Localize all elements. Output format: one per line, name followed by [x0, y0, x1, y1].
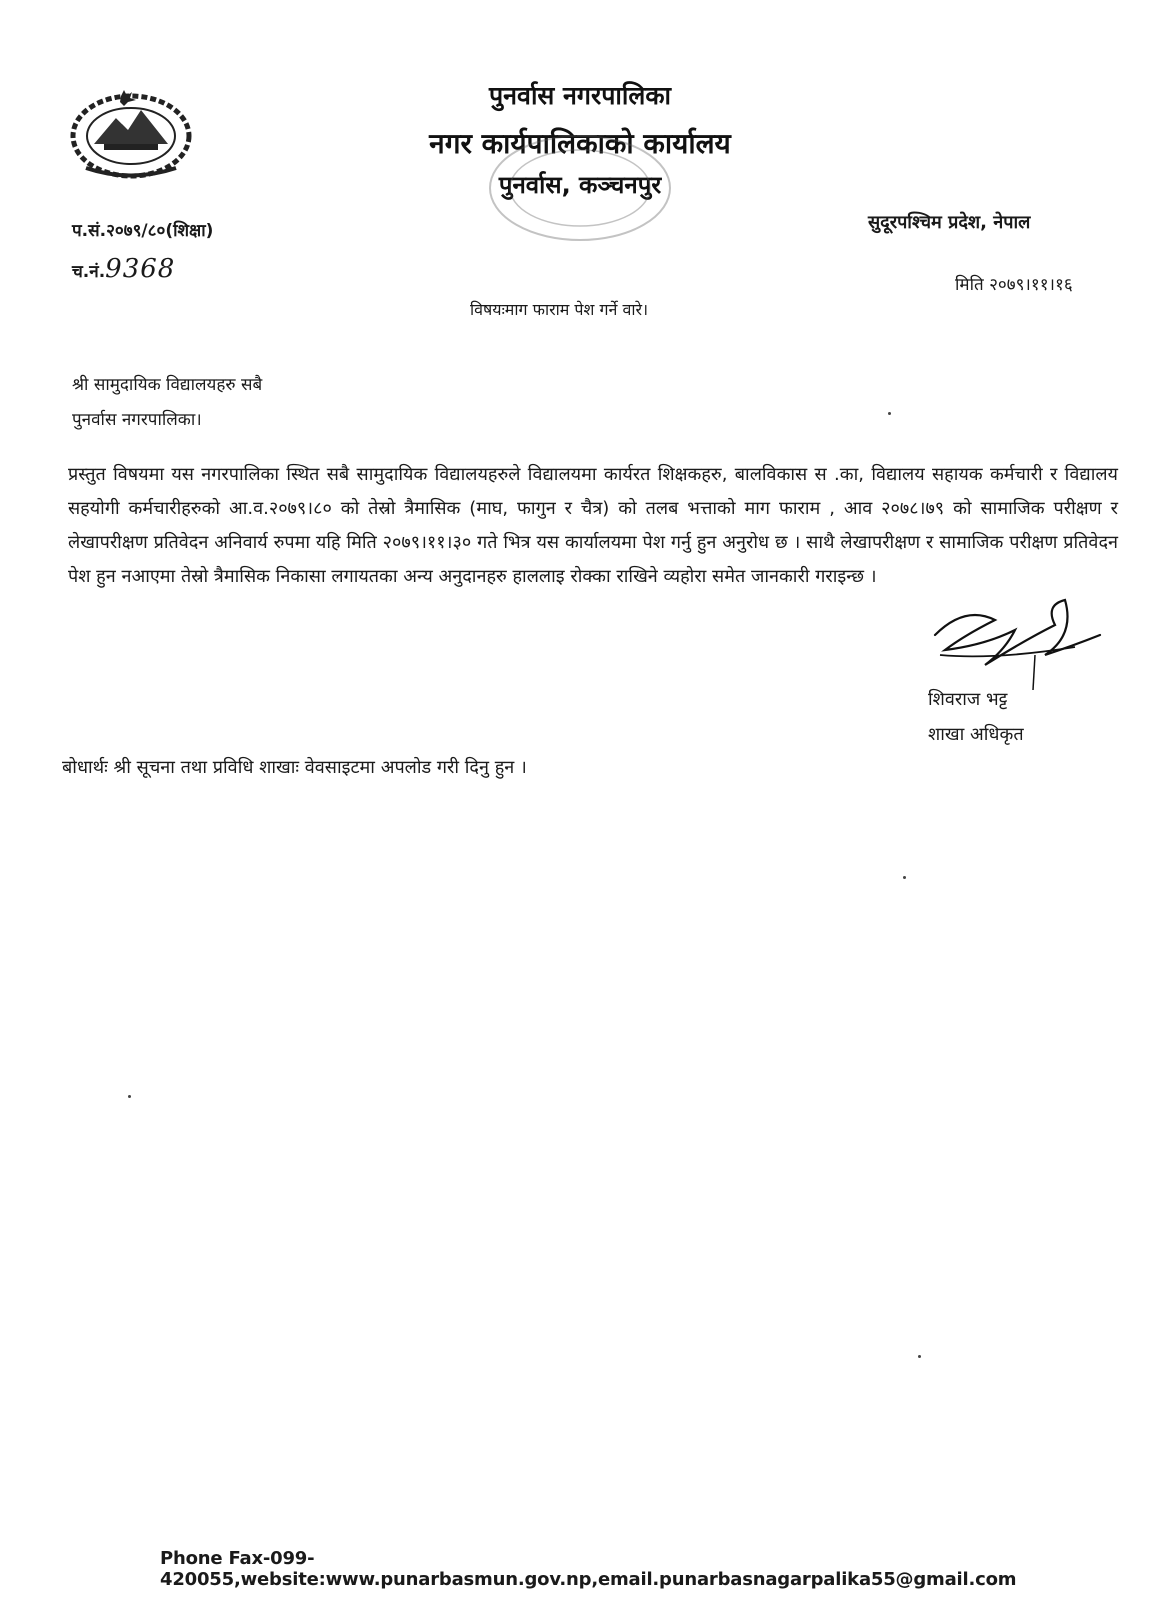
- dispatch-label: च.नं.: [72, 262, 106, 282]
- office-location: पुनर्वास, कञ्चनपुर: [498, 171, 662, 199]
- letter-date: मिति २०७९।११।१६: [955, 275, 1073, 295]
- office-stamp: [480, 128, 680, 248]
- scan-speck: [128, 1095, 131, 1098]
- signer-name: शिवराज भट्ट: [928, 689, 1008, 710]
- scan-speck: [918, 1355, 921, 1358]
- office-name: नगर कार्यपालिकाको कार्यालय: [429, 127, 731, 160]
- signature-image: [925, 595, 1105, 695]
- scan-speck: [888, 412, 891, 415]
- dispatch-number: 9368: [105, 254, 176, 284]
- reference-number: प.सं.२०७९/८०(शिक्षा): [72, 221, 214, 241]
- copy-to-note: बोधार्थः श्री सूचना तथा प्रविधि शाखाः वेवसाइटमा अपलोड गरी दिनु हुन ।: [62, 757, 527, 778]
- signer-title: शाखा अधिकृत: [928, 724, 1024, 745]
- addressee-line-1: श्री सामुदायिक विद्यालयहरु सबै: [72, 375, 263, 395]
- province-name: सुदूरपश्चिम प्रदेश, नेपाल: [868, 212, 1031, 233]
- letter-subject: विषयःमाग फाराम पेश गर्ने वारे।: [470, 300, 649, 319]
- municipality-name: पुनर्वास नगरपालिका: [488, 81, 671, 110]
- addressee-line-2: पुनर्वास नगरपालिका।: [72, 410, 202, 430]
- dispatch-number-row: [72, 254, 175, 284]
- scan-speck: [903, 876, 906, 879]
- letter-body: प्रस्तुत विषयमा यस नगरपालिका स्थित सबै सामुदायिक विद्यालयहरुले विद्यालयमा कार्यरत शिक्षकहरु, बालविकास स .का, विद्यालय सहायक कर्मचारी र विद्यालय सहयोगी कर्मचारीहरुको आ.व.२०७९।८० को तेस्रो त्रैमासिक (माघ, फागुन र चैत्र) को तलब भत्ताको माग फाराम , आव २०७८।७९ को सामाजिक परीक्षण र लेखापरीक्षण प्रतिवेदन अनिवार्य रुपमा यहि मिति २०७९।११।३० गते भित्र यस कार्यालयमा पेश गर्नु हुन अनुरोध छ । साथै लेखापरीक्षण र सामाजिक परीक्षण प्रतिवेदन पेश हुन नआएमा तेस्रो त्रैमासिक निकासा लगायतका अन्य अनुदानहरु हाललाइ रोक्का राखिने व्यहोरा समेत जानकारी गराइन्छ ।: [68, 464, 1118, 587]
- nepal-emblem-icon: [66, 88, 196, 183]
- footer-contact: Phone Fax-099-420055,website:www.punarbasmun.gov.np,email.punarbasnagarpalika55@gmail.com: [160, 1548, 1017, 1590]
